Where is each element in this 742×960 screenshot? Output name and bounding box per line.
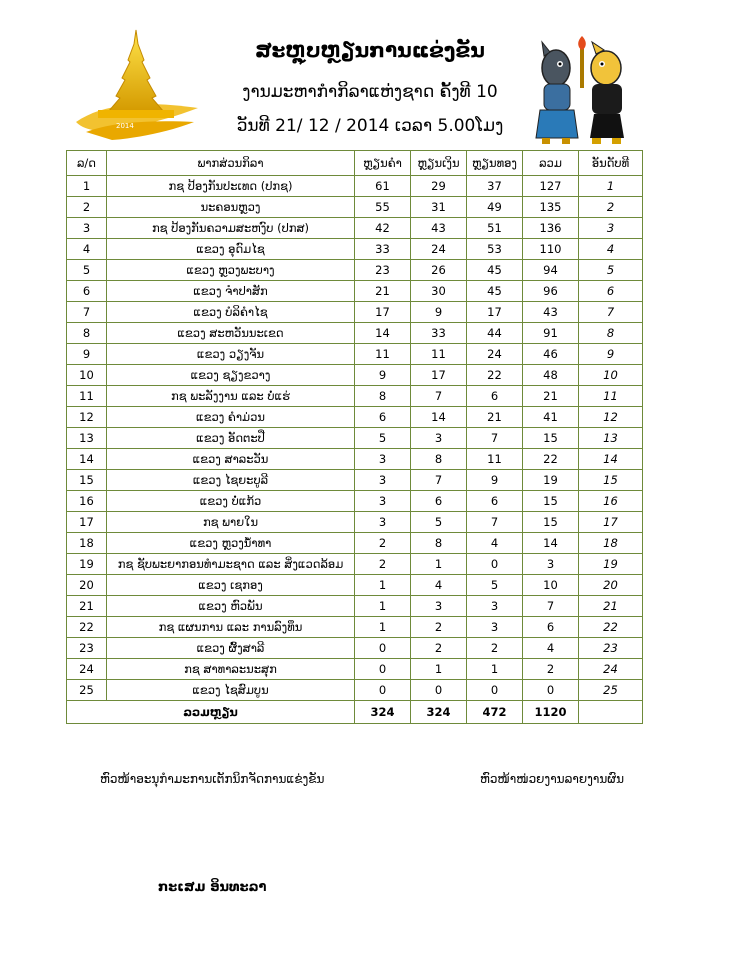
cell-gold: 23	[355, 260, 411, 281]
cell-rank: 10	[579, 365, 643, 386]
cell-no: 11	[67, 386, 107, 407]
cell-no: 1	[67, 176, 107, 197]
cell-total: 19	[523, 470, 579, 491]
cell-gold: 0	[355, 638, 411, 659]
cell-no: 2	[67, 197, 107, 218]
cell-no: 9	[67, 344, 107, 365]
cell-rank: 8	[579, 323, 643, 344]
cell-gold: 14	[355, 323, 411, 344]
cell-rank: 7	[579, 302, 643, 323]
cell-no: 8	[67, 323, 107, 344]
cell-gold: 3	[355, 449, 411, 470]
cell-no: 6	[67, 281, 107, 302]
cell-total: 15	[523, 428, 579, 449]
cell-team: ກຊ ປ້ອງກັນຄວາມສະຫງົບ (ປກສ)	[107, 218, 355, 239]
table-row	[67, 449, 643, 470]
cell-gold: 5	[355, 428, 411, 449]
cell-gold: 33	[355, 239, 411, 260]
cell-silver: 30	[411, 281, 467, 302]
table-row	[67, 680, 643, 701]
cell-rank: 21	[579, 596, 643, 617]
cell-gold: 17	[355, 302, 411, 323]
cell-total: 135	[523, 197, 579, 218]
cell-team: ແຂວງ ຫຼວງນ້ຳທາ	[107, 533, 355, 554]
cell-rank: 17	[579, 512, 643, 533]
cell-team: ກຊ ແຜນການ ແລະ ການລົງທຶນ	[107, 617, 355, 638]
cell-bronze: 5	[467, 575, 523, 596]
cell-silver: 3	[411, 596, 467, 617]
totals-label: ລວມຫຼຽນ	[67, 701, 355, 724]
cell-rank: 11	[579, 386, 643, 407]
cell-total: 43	[523, 302, 579, 323]
cell-bronze: 6	[467, 491, 523, 512]
cell-silver: 6	[411, 491, 467, 512]
cell-team: ແຂວງ ສະຫວັນນະເຂດ	[107, 323, 355, 344]
cell-gold: 0	[355, 680, 411, 701]
cell-rank: 14	[579, 449, 643, 470]
totals-gold: 324	[355, 701, 411, 724]
table-row	[67, 176, 643, 197]
cell-no: 15	[67, 470, 107, 491]
cell-total: 46	[523, 344, 579, 365]
cell-bronze: 0	[467, 680, 523, 701]
table-row	[67, 470, 643, 491]
cell-silver: 2	[411, 638, 467, 659]
cell-silver: 33	[411, 323, 467, 344]
cell-gold: 8	[355, 386, 411, 407]
cell-rank: 13	[579, 428, 643, 449]
that-luang-logo-icon	[72, 26, 202, 144]
cell-total: 6	[523, 617, 579, 638]
cell-team: ແຂວງ ໄຊຍະບູລີ	[107, 470, 355, 491]
cell-no: 10	[67, 365, 107, 386]
table-body	[67, 176, 643, 701]
cell-bronze: 53	[467, 239, 523, 260]
cell-gold: 6	[355, 407, 411, 428]
cell-bronze: 9	[467, 470, 523, 491]
table-row	[67, 407, 643, 428]
cell-silver: 24	[411, 239, 467, 260]
medal-table	[66, 150, 643, 724]
totals-silver: 324	[411, 701, 467, 724]
cell-bronze: 24	[467, 344, 523, 365]
table-row	[67, 260, 643, 281]
cell-team: ແຂວງ ຫົວພັນ	[107, 596, 355, 617]
cell-rank: 12	[579, 407, 643, 428]
cell-bronze: 3	[467, 596, 523, 617]
cell-bronze: 4	[467, 533, 523, 554]
cell-bronze: 49	[467, 197, 523, 218]
table-row	[67, 386, 643, 407]
cell-no: 14	[67, 449, 107, 470]
cell-silver: 3	[411, 428, 467, 449]
table-row	[67, 554, 643, 575]
table-row	[67, 239, 643, 260]
cell-gold: 11	[355, 344, 411, 365]
column-header-total: ລວມ	[523, 151, 579, 176]
cell-bronze: 2	[467, 638, 523, 659]
cell-team: ກຊ ສາທາລະນະສຸກ	[107, 659, 355, 680]
cell-silver: 29	[411, 176, 467, 197]
column-header-rank: ອັນດັບທີ	[579, 151, 643, 176]
cell-team: ແຂວງ ຫຼວງພະບາງ	[107, 260, 355, 281]
table-row	[67, 575, 643, 596]
table-row	[67, 302, 643, 323]
cell-silver: 7	[411, 386, 467, 407]
cell-total: 14	[523, 533, 579, 554]
cell-bronze: 6	[467, 386, 523, 407]
cell-total: 41	[523, 407, 579, 428]
cell-team: ກຊ ຊັບພະຍາກອນທຳມະຊາດ ແລະ ສິ່ງແວດລ້ອມ	[107, 554, 355, 575]
cell-bronze: 51	[467, 218, 523, 239]
cell-total: 127	[523, 176, 579, 197]
cell-rank: 2	[579, 197, 643, 218]
cell-silver: 5	[411, 512, 467, 533]
cell-silver: 8	[411, 449, 467, 470]
column-header-no: ລ/ດ	[67, 151, 107, 176]
cell-total: 3	[523, 554, 579, 575]
table-row	[67, 281, 643, 302]
totals-total: 1120	[523, 701, 579, 724]
cell-total: 96	[523, 281, 579, 302]
cell-no: 21	[67, 596, 107, 617]
table-row	[67, 533, 643, 554]
cell-rank: 22	[579, 617, 643, 638]
cell-team: ກຊ ປ້ອງກັນປະເທດ (ປກຊ)	[107, 176, 355, 197]
cell-no: 13	[67, 428, 107, 449]
footer-right-title: ຫົວໜ້າໜ່ວຍງານລາຍງານຜົນ	[480, 772, 625, 786]
cell-bronze: 17	[467, 302, 523, 323]
table-row	[67, 365, 643, 386]
cell-bronze: 22	[467, 365, 523, 386]
cell-bronze: 21	[467, 407, 523, 428]
cell-no: 25	[67, 680, 107, 701]
cell-total: 22	[523, 449, 579, 470]
cell-gold: 3	[355, 491, 411, 512]
cell-bronze: 45	[467, 260, 523, 281]
cell-no: 3	[67, 218, 107, 239]
cell-silver: 1	[411, 554, 467, 575]
cell-total: 94	[523, 260, 579, 281]
column-header-silver: ຫຼຽນເງິນ	[411, 151, 467, 176]
cell-team: ແຂວງ ຈຳປາສັກ	[107, 281, 355, 302]
cell-silver: 8	[411, 533, 467, 554]
cell-no: 20	[67, 575, 107, 596]
cell-rank: 9	[579, 344, 643, 365]
cell-gold: 3	[355, 512, 411, 533]
cell-rank: 18	[579, 533, 643, 554]
table-row	[67, 617, 643, 638]
cell-gold: 2	[355, 533, 411, 554]
cell-rank: 23	[579, 638, 643, 659]
cell-team: ແຂວງ ໄຊສົມບູນ	[107, 680, 355, 701]
cell-silver: 17	[411, 365, 467, 386]
cell-total: 15	[523, 491, 579, 512]
cell-total: 21	[523, 386, 579, 407]
cell-rank: 20	[579, 575, 643, 596]
cell-bronze: 0	[467, 554, 523, 575]
totals-rank	[579, 701, 643, 724]
footer-left-title: ຫົວໜ້າອະນຸກຳມະການເຕັກນິກຈັດການແຂ່ງຂັນ	[100, 772, 325, 786]
cell-bronze: 11	[467, 449, 523, 470]
cell-no: 5	[67, 260, 107, 281]
cell-total: 4	[523, 638, 579, 659]
cell-team: ແຂວງ ເຊກອງ	[107, 575, 355, 596]
cell-team: ແຂວງ ອຸດົມໄຊ	[107, 239, 355, 260]
cell-team: ແຂວງ ຜົ້ງສາລີ	[107, 638, 355, 659]
cell-total: 15	[523, 512, 579, 533]
cell-team: ກຊ ພາຍໃນ	[107, 512, 355, 533]
cell-team: ນະຄອນຫຼວງ	[107, 197, 355, 218]
cell-total: 110	[523, 239, 579, 260]
cell-no: 24	[67, 659, 107, 680]
cell-gold: 2	[355, 554, 411, 575]
cell-total: 48	[523, 365, 579, 386]
totals-bronze: 472	[467, 701, 523, 724]
cell-total: 10	[523, 575, 579, 596]
cell-rank: 5	[579, 260, 643, 281]
cell-bronze: 1	[467, 659, 523, 680]
table-row	[67, 659, 643, 680]
cell-silver: 1	[411, 659, 467, 680]
cell-silver: 43	[411, 218, 467, 239]
cell-gold: 1	[355, 617, 411, 638]
cell-bronze: 7	[467, 428, 523, 449]
cell-no: 23	[67, 638, 107, 659]
column-header-gold: ຫຼຽນຄຳ	[355, 151, 411, 176]
cell-silver: 31	[411, 197, 467, 218]
table-row	[67, 218, 643, 239]
cell-rank: 24	[579, 659, 643, 680]
cell-bronze: 44	[467, 323, 523, 344]
cell-team: ແຂວງ ບໍ່ແກ້ວ	[107, 491, 355, 512]
cell-bronze: 45	[467, 281, 523, 302]
date-line: ວັນທີ 21/ 12 / 2014 ເວລາ 5.00ໂມງ	[236, 116, 504, 136]
signer-name: ກະເສມ ອິນທະລາ	[158, 880, 267, 895]
cell-bronze: 37	[467, 176, 523, 197]
cell-bronze: 3	[467, 617, 523, 638]
cell-rank: 4	[579, 239, 643, 260]
cell-rank: 25	[579, 680, 643, 701]
cell-no: 7	[67, 302, 107, 323]
totals-row	[67, 701, 643, 724]
cell-team: ແຂວງ ຄຳມ່ວນ	[107, 407, 355, 428]
logo-year-text: 2014	[116, 122, 134, 130]
cell-no: 17	[67, 512, 107, 533]
cell-silver: 9	[411, 302, 467, 323]
table-header-row	[67, 151, 643, 176]
cell-gold: 21	[355, 281, 411, 302]
table-row	[67, 512, 643, 533]
cell-team: ແຂວງ ອັດຕະປື	[107, 428, 355, 449]
cell-team: ກຊ ພະລັງງານ ແລະ ບໍ່ແຮ່	[107, 386, 355, 407]
cell-no: 19	[67, 554, 107, 575]
cell-silver: 26	[411, 260, 467, 281]
table-row	[67, 428, 643, 449]
cell-gold: 0	[355, 659, 411, 680]
cell-silver: 4	[411, 575, 467, 596]
cell-gold: 61	[355, 176, 411, 197]
cell-gold: 3	[355, 470, 411, 491]
mascots-icon	[520, 34, 648, 146]
cell-silver: 0	[411, 680, 467, 701]
table-row	[67, 491, 643, 512]
page-header	[0, 0, 742, 148]
cell-rank: 16	[579, 491, 643, 512]
page-subtitle: ງານມະຫາກຳກິລາແຫ່ງຊາດ ຄັ້ງທີ 10	[242, 82, 498, 102]
cell-gold: 55	[355, 197, 411, 218]
cell-team: ແຂວງ ຊຽງຂວາງ	[107, 365, 355, 386]
cell-silver: 2	[411, 617, 467, 638]
cell-team: ແຂວງ ວຽງຈັນ	[107, 344, 355, 365]
column-header-team: ພາກສ່ວນກິລາ	[107, 151, 355, 176]
cell-total: 136	[523, 218, 579, 239]
cell-rank: 15	[579, 470, 643, 491]
cell-no: 12	[67, 407, 107, 428]
cell-total: 2	[523, 659, 579, 680]
page-title: ສະຫຼຸບຫຼຽນການແຂ່ງຂັນ	[255, 38, 485, 62]
table-row	[67, 638, 643, 659]
cell-silver: 7	[411, 470, 467, 491]
cell-silver: 14	[411, 407, 467, 428]
cell-no: 4	[67, 239, 107, 260]
cell-rank: 6	[579, 281, 643, 302]
cell-total: 7	[523, 596, 579, 617]
column-header-bronze: ຫຼຽນທອງ	[467, 151, 523, 176]
cell-no: 22	[67, 617, 107, 638]
cell-rank: 3	[579, 218, 643, 239]
table-row	[67, 197, 643, 218]
cell-rank: 19	[579, 554, 643, 575]
cell-no: 18	[67, 533, 107, 554]
table-row	[67, 323, 643, 344]
table-row	[67, 344, 643, 365]
cell-no: 16	[67, 491, 107, 512]
cell-team: ແຂວງ ສາລະວັນ	[107, 449, 355, 470]
table-row	[67, 596, 643, 617]
cell-gold: 1	[355, 596, 411, 617]
cell-team: ແຂວງ ບໍລິຄຳໄຊ	[107, 302, 355, 323]
cell-total: 0	[523, 680, 579, 701]
cell-gold: 1	[355, 575, 411, 596]
cell-bronze: 7	[467, 512, 523, 533]
cell-silver: 11	[411, 344, 467, 365]
cell-gold: 42	[355, 218, 411, 239]
cell-total: 91	[523, 323, 579, 344]
cell-rank: 1	[579, 176, 643, 197]
cell-gold: 9	[355, 365, 411, 386]
